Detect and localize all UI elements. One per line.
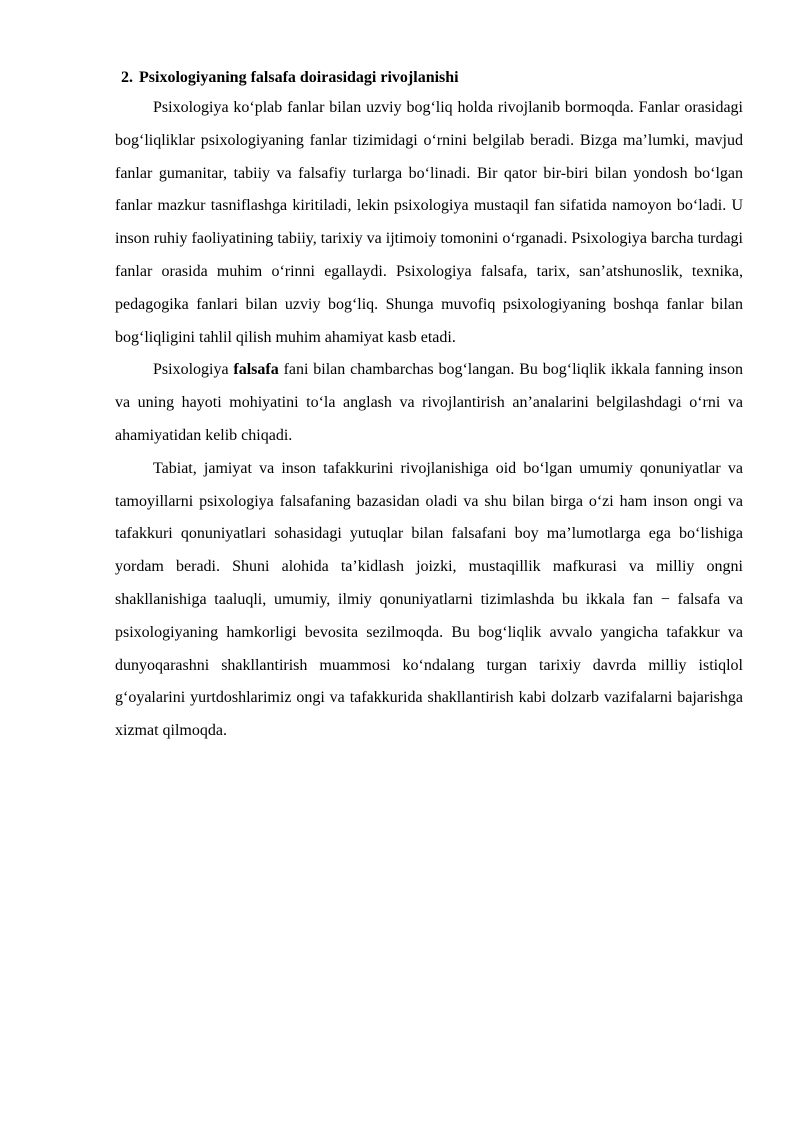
paragraph-2-bold-term: falsafa xyxy=(233,361,279,379)
paragraph-3: Tabiat, jamiyat va inson tafakkurini rivojlanishiga oid bo‘lgan umumiy qonuniyatlar va tamoyillarni psixologiya falsafaning bazasidan oladi va shu bilan birga o‘zi ham inson ongi va tafakkuri qonuniyatlari sohasidagi yutuqlar bilan falsafani boy ma’lumotlarga ega bo‘lishiga yordam beradi. Shuni alohida ta’kidlash joizki, mustaqillik mafkurasi va milliy ongni shakllanishiga taaluqli, umumiy, ilmiy qonuniyatlarni tizimlashda bu ikkala fan − falsafa va psixologiyaning hamkorligi bevosita sezilmoqda. Bu bog‘liqlik avvalo yangicha tafakkur va dunyoqarashni shakllantirish muammosi ko‘ndalang turgan tarixiy davrda milliy istiqlol g‘oyalarini yurtdoshlarimiz ongi va tafakkurida shakllantirish kabi dolzarb vazifalarni bajarishga xizmat qilmoqda. xyxy=(115,459,743,740)
section-title: Psixologiyaning falsafa doirasidagi rivojlanishi xyxy=(139,69,459,86)
paragraph-1: Psixologiya ko‘plab fanlar bilan uzviy bog‘liq holda rivojlanib bormoqda. Fanlar orasidagi bog‘liqliklar psixologiyaning fanlar tizimidagi o‘rnini belgilab beradi. Bizga ma’lumki, mavjud fanlar gumanitar, tabiiy va falsafiy turlarga bo‘linadi. Bir qator bir-biri bilan yondosh bo‘lgan fanlar mazkur tasniflashga kiritiladi, lekin psixologiya mustaqil fan sifatida namoyon bo‘ladi. U inson ruhiy faoliyatining tabiiy, tarixiy va ijtimoiy tomonini o‘rganadi. Psixologiya barcha turdagi fanlar orasida muhim o‘rinni egallaydi. Psixologiya falsafa, tarix, san’atshunoslik, texnika, pedagogika fanlari bilan uzviy bog‘liq. Shunga muvofiq psixologiyaning boshqa fanlar bilan bog‘liqligini tahlil qilish muhim ahamiyat kasb etadi. xyxy=(115,99,743,346)
paragraph-2 xyxy=(115,354,743,452)
section-number: 2. xyxy=(121,69,133,86)
paragraph-2-start: Psixologiya xyxy=(153,361,234,379)
paragraph-2-rest: fani bilan chambarchas bog‘langan. Bu bog‘liqlik ikkala fanning inson va uning hayoti mohiyatini to‘la anglash va rivojlantirish an’analarini belgilashdagi o‘rni va ahamiyatidan kelib chiqadi. xyxy=(115,361,744,444)
document-page xyxy=(115,64,743,748)
section-heading xyxy=(121,64,743,92)
